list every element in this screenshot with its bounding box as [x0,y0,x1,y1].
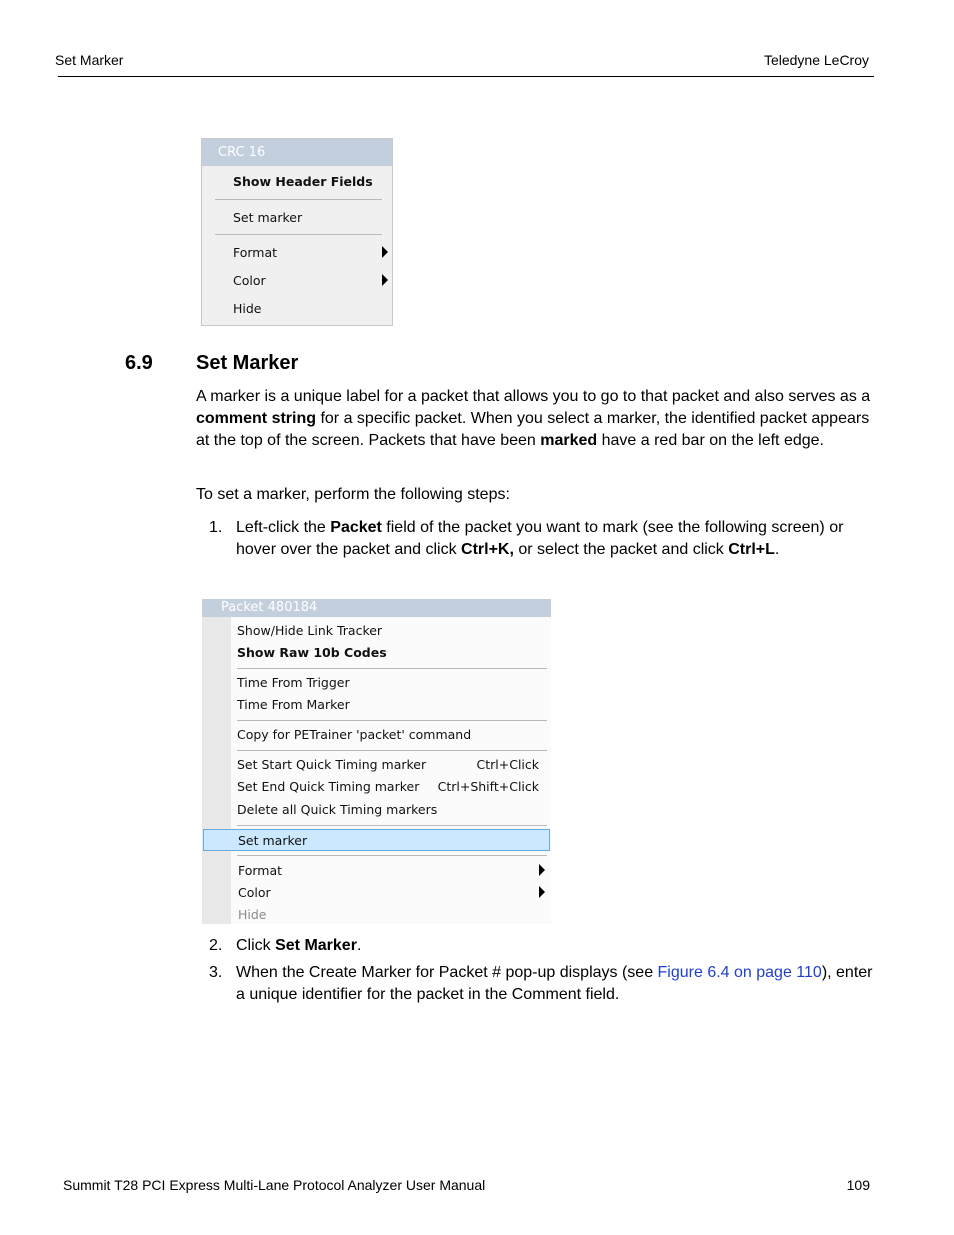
bold-term: Ctrl+L [728,541,775,558]
text: field of the packet you want to mark (see the following screen) or hover over the packet and click [236,519,844,558]
submenu-arrow-icon [539,864,545,876]
menu-item-set-marker[interactable]: Set marker [238,833,308,848]
menu-item-time-from-trigger[interactable]: Time From Trigger [237,675,350,690]
steps-intro: To set a marker, perform the following steps: [196,486,510,503]
submenu-arrow-icon [382,246,388,258]
section-title: Set Marker [196,352,299,374]
text: for a specific packet. When you select a marker, the identified packet appears at the top of the screen. Packets that have been [196,410,870,449]
shortcut-label: Ctrl+Shift+Click [437,779,539,794]
menu-separator [215,234,382,235]
packet-context-menu [202,599,551,924]
step-number: 3. [209,964,223,981]
bold-term: Packet [330,519,382,536]
menu-item-format[interactable]: Format [238,863,283,878]
text: . [774,541,780,558]
menu-separator [237,825,547,826]
menu-item-show-raw-10b-codes[interactable]: Show Raw 10b Codes [237,645,387,660]
text: ), enter a unique identifier for the packet in the Comment field. [236,964,873,1003]
menu-item-color[interactable]: Color [238,885,271,900]
menu-item-hide: Hide [238,907,267,922]
bold-term: marked [540,432,598,449]
figure-link[interactable]: Figure 6.4 on page 110 [657,964,822,981]
text: A marker is a unique label for a packet that allows you to go to that packet and also serves as a [196,388,871,405]
step-number: 2. [209,937,223,954]
menu-icon-gutter [202,617,231,924]
menu-title: CRC 16 [202,139,392,166]
text: . [356,937,362,954]
menu-item-copy-for-petrainer[interactable]: Copy for PETrainer 'packet' command [237,727,472,742]
menu-title: Packet 480184 [202,599,551,617]
intro-paragraph [196,386,876,452]
menu-separator [237,855,547,856]
text: Click [236,937,276,954]
text: When the Create Marker for Packet # pop-up displays (see [236,964,658,981]
footer-title: Summit T28 PCI Express Multi-Lane Protocol Analyzer User Manual [63,1177,486,1193]
menu-item-delete-quick-timing[interactable]: Delete all Quick Timing markers [237,802,438,817]
menu-separator [237,720,547,721]
menu-item-set-marker[interactable]: Set marker [233,210,303,225]
menu-separator [237,750,547,751]
bold-term: Set Marker [275,937,357,954]
text: have a red bar on the left edge. [597,432,824,449]
menu-item-show-header-fields[interactable]: Show Header Fields [233,174,373,189]
shortcut-label: Ctrl+Click [476,757,539,772]
menu-item-set-start-quick-timing[interactable]: Set Start Quick Timing marker [237,757,427,772]
menu-separator [237,668,547,669]
text: Left-click the [236,519,331,536]
menu-item-time-from-marker[interactable]: Time From Marker [237,697,350,712]
submenu-arrow-icon [539,886,545,898]
step-number: 1. [209,519,223,536]
step-2-text [236,935,876,957]
bold-term: Ctrl+K, [461,541,514,558]
menu-item-show-hide-link-tracker[interactable]: Show/Hide Link Tracker [237,623,383,638]
menu-separator [215,199,382,200]
page-number: 109 [846,1177,870,1193]
menu-item-set-end-quick-timing[interactable]: Set End Quick Timing marker [237,779,420,794]
step-3-text [236,962,876,1006]
running-header-right: Teledyne LeCroy [763,52,869,68]
bold-term: comment string [196,410,317,427]
step-1-text [236,517,876,561]
menu-item-format[interactable]: Format [233,245,278,260]
submenu-arrow-icon [382,274,388,286]
section-number: 6.9 [125,352,153,374]
crc-context-menu [201,138,393,326]
header-divider [58,76,874,77]
menu-item-color[interactable]: Color [233,273,266,288]
text: or select the packet and click [513,541,729,558]
running-header-left: Set Marker [55,52,124,68]
menu-item-hide[interactable]: Hide [233,301,262,316]
